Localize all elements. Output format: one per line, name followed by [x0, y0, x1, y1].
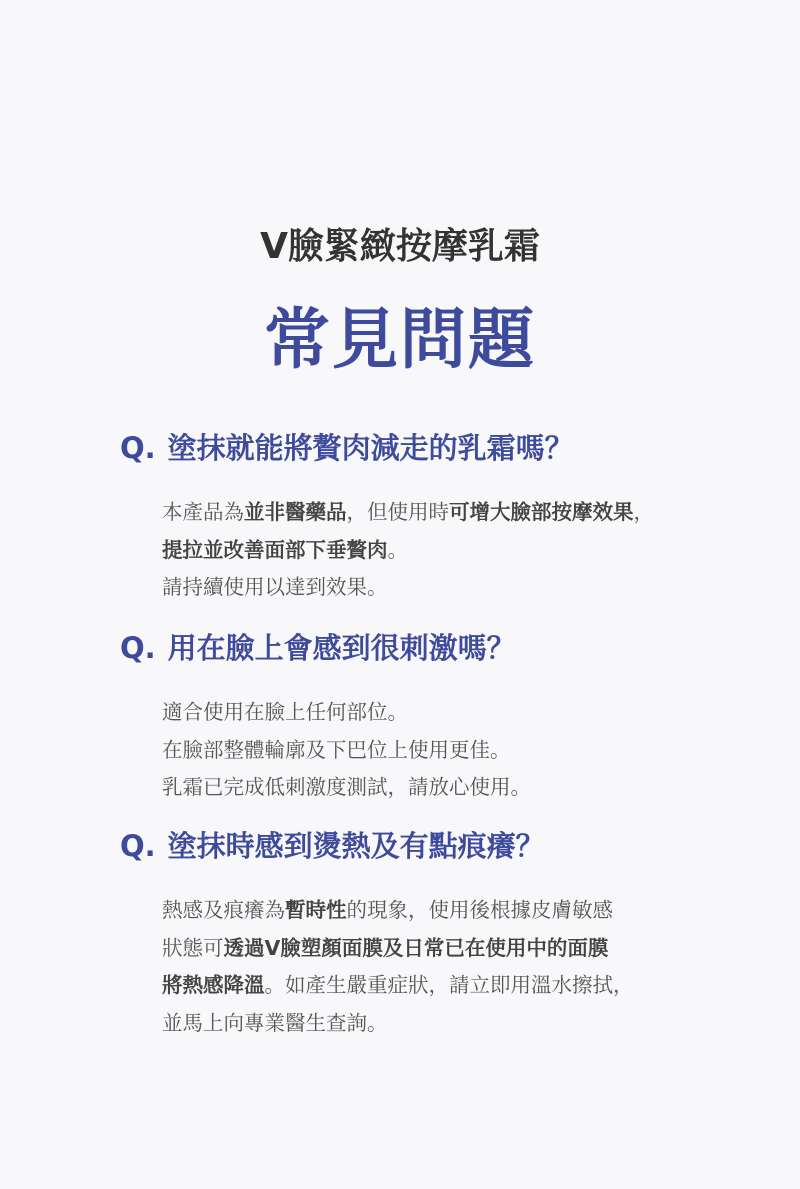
- answer-text: 乳霜已完成低刺激度測試，請放心使用。: [162, 775, 531, 799]
- question-text: 塗抹時感到燙熱及有點痕癢？: [167, 829, 545, 863]
- faq-question: [120, 628, 720, 668]
- question-prefix: Q.: [120, 431, 156, 465]
- answer-line: [162, 1005, 720, 1043]
- answer-line: [162, 494, 720, 532]
- faq-item: [120, 826, 720, 1042]
- answer-line: [162, 569, 720, 607]
- answer-text: 的現象，使用後根據皮膚敏感: [346, 898, 613, 922]
- answer-text: ，: [633, 500, 654, 524]
- question-prefix: Q.: [120, 829, 156, 863]
- product-name: V臉緊緻按摩乳霜: [260, 226, 540, 267]
- faq-answer: [120, 892, 720, 1042]
- answer-emphasis: 提拉並改善面部下垂贅肉: [162, 537, 388, 562]
- page-title: 常見問題: [264, 301, 536, 378]
- answer-emphasis: 可增大臉部按摩效果: [449, 500, 634, 524]
- faq-answer: [120, 694, 720, 807]
- answer-text: 狀態可: [162, 935, 224, 960]
- answer-text: 適合使用在臉上任何部位。: [162, 700, 408, 724]
- answer-line: [162, 694, 720, 732]
- faq-question: [120, 428, 720, 468]
- faq-item: [120, 428, 720, 607]
- question-text: 用在臉上會感到很刺激嗎？: [167, 631, 516, 665]
- answer-text: 並馬上向專業醫生查詢。: [162, 1010, 388, 1035]
- answer-text: 本產品為: [162, 500, 244, 524]
- answer-line: [162, 769, 720, 807]
- answer-emphasis: 並非醫藥品: [244, 500, 347, 524]
- answer-text: 熱感及痕癢為: [162, 898, 285, 922]
- answer-emphasis: 暫時性: [285, 898, 347, 922]
- answer-emphasis: 透過V臉塑顏面膜及日常已在使用中的面膜: [223, 935, 609, 960]
- answer-text: ，但使用時: [346, 500, 449, 524]
- answer-text: 請持續使用以達到效果。: [162, 575, 388, 599]
- question-text: 塗抹就能將贅肉減走的乳霜嗎？: [167, 431, 574, 465]
- answer-text: 在臉部整體輪廓及下巴位上使用更佳。: [162, 737, 511, 762]
- answer-line: [162, 967, 720, 1005]
- answer-text: 。: [387, 537, 408, 562]
- answer-line: [162, 732, 720, 770]
- answer-line: [162, 532, 720, 570]
- faq-item: [120, 628, 720, 807]
- faq-question: [120, 826, 720, 866]
- answer-emphasis: 將熱感降溫: [162, 973, 265, 997]
- answer-text: 。如產生嚴重症狀，請立即用溫水擦拭，: [264, 973, 634, 997]
- answer-line: [162, 930, 720, 968]
- faq-answer: [120, 494, 720, 607]
- question-prefix: Q.: [120, 631, 156, 665]
- answer-line: [162, 892, 720, 930]
